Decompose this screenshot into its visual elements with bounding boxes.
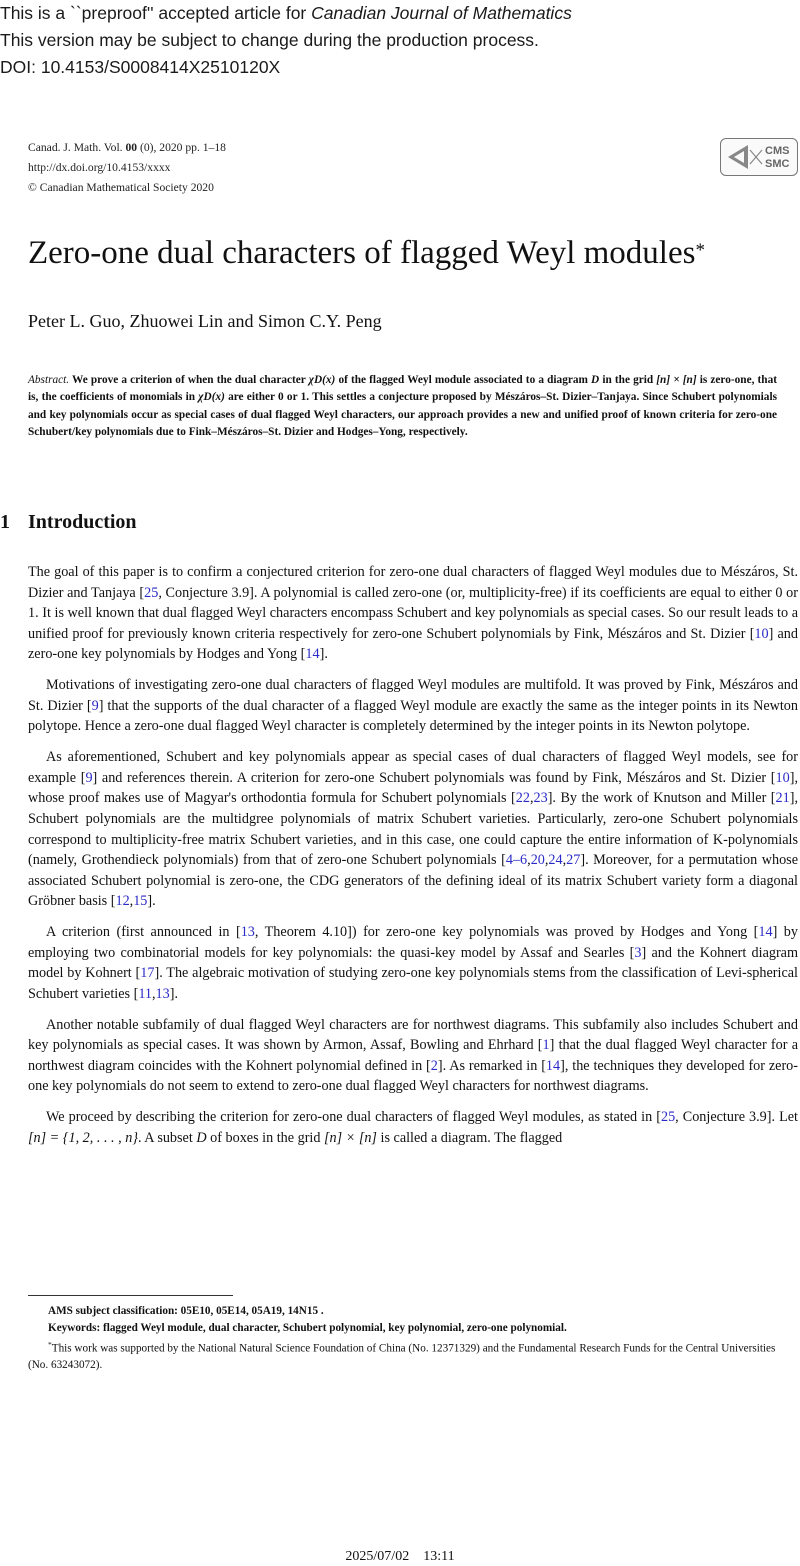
paragraph: The goal of this paper is to confirm a conjectured criterion for zero-one dual characters of flagged Weyl modules due to Mészáros, St. Dizier and Tanjaya [25, Conjecture 3.9]. A polynomial is called zero-one (or, multiplicity-free) if its coefficients are equal to either 0 or 1. It is well known that dual flagged Weyl characters encompass Schubert and key polynomials as special cases. So our result leads to a unified proof for previously known criteria respectively for zero-one Schubert polynomials by Fink, Mészáros and St. Dizier [10] and zero-one key polynomials by Hodges and Yong [14]. [28, 564, 798, 663]
timestamp: 2025/07/02 13:11 [345, 1549, 455, 1564]
citation-link[interactable]: 14 [545, 1057, 561, 1074]
abstract-label: Abstract. [28, 374, 70, 386]
citation-link[interactable]: 20 [530, 852, 545, 869]
abstract: Abstract. We prove a criterion of when the dual character χD(x) of the flagged Weyl module associated to a diagram D in the grid [n] × [n] is zero-one, that is, the coefficients of monomials in χD(x) are either 0 or 1. This settles a conjecture proposed by Mészáros–St. Dizier–Tanjaya. Since Schubert polynomials and key polynomials occur as special cases of dual flagged Weyl characters, our approach provides a new and unified proof of known criteria for zero-one Schubert/key polynomials due to Fink–Mészáros–St. Dizier and Hodges–Yong, respectively. [28, 374, 777, 438]
citation-link[interactable]: 13 [240, 924, 255, 941]
section-heading [0, 508, 137, 536]
cms-logo-icon [726, 144, 764, 170]
banner-journal-name: Canadian Journal of Mathematics [311, 3, 572, 23]
citation-link[interactable]: 9 [91, 697, 99, 714]
banner-doi[interactable]: DOI: 10.4153/S0008414X2510120X [0, 57, 281, 77]
journal-citation: Canad. J. Math. Vol. 00 (0), 2020 pp. 1–18 [28, 141, 226, 154]
citation-link[interactable]: 17 [140, 965, 155, 982]
citation-link[interactable]: 2 [430, 1057, 438, 1074]
citation-link[interactable]: 4–6 [505, 852, 528, 869]
math-d: D [591, 374, 600, 386]
citation-link[interactable]: 14 [305, 646, 320, 663]
paper-authors: Peter L. Guo, Zhuowei Lin and Simon C.Y. Peng [28, 311, 382, 331]
paper-title: Zero-one dual characters of flagged Weyl modules* [28, 235, 705, 271]
footnote-ams: AMS subject classification: 05E10, 05E14, 05A19, 14N15 . [48, 1305, 324, 1317]
citation-link[interactable]: 10 [754, 625, 769, 642]
journal-doi-link[interactable]: http://dx.doi.org/10.4153/xxxx [28, 161, 171, 174]
footnote-rule [28, 1295, 233, 1296]
math-d: D [196, 1129, 207, 1146]
body-text [28, 562, 798, 1159]
math-chi-d: χD(x) [198, 391, 225, 404]
banner-line-1: This is a ``preproof'' accepted article for Canadian Journal of Mathematics [0, 3, 572, 23]
paragraph: As aforementioned, Schubert and key polynomials appear as special cases of dual characters of flagged Weyl models, see for example [9] and references therein. A criterion for zero-one Schubert polynomials was found by Fink, Mészáros and St. Dizier [10], whose proof makes use of Magyar's orthodontia formula for Schubert polynomials [22,23]. By the work of Knutson and Miller [21], Schubert polynomials are the multidgree polynomials of matrix Schubert varieties. Particularly, zero-one Schubert polynomials correspond to multiplicity-free matrix Schubert varieties, and in this case, one could capture the entire information of K-polynomials (namely, Grothendieck polynomials) from that of zero-one Schubert polynomials [4–6,20,24,27]. Moreover, for a permutation whose associated Schubert polynomial is zero-one, the CDG generators of the defining ideal of its matrix Schubert variety form a diagonal Gröbner basis [12,15]. [28, 749, 798, 910]
citation-link[interactable]: 9 [85, 769, 93, 786]
citation-link[interactable]: 14 [758, 924, 773, 941]
citation-link[interactable]: 21 [775, 790, 790, 807]
math-grid: [n] × [n] [324, 1129, 377, 1146]
math-grid: [n] × [n] [656, 374, 697, 386]
footnote-funding: *This work was supported by the National Natural Science Foundation of China (No. 12371329) and the Fundamental Research Funds for the Central Universities (No. 63243072). [28, 1339, 776, 1372]
citation-link[interactable]: 22 [515, 790, 530, 807]
paragraph: We proceed by describing the criterion for zero-one dual characters of flagged Weyl modules, as stated in [25, Conjecture 3.9]. Let [n] = {1, 2, . . . , n}. A subset D of boxes in the grid [n] × [n] is called a diagram. The flagged [28, 1109, 798, 1146]
citation-link[interactable]: 10 [775, 769, 790, 786]
journal-copyright: © Canadian Mathematical Society 2020 [28, 181, 214, 194]
footnotes [28, 1303, 798, 1374]
section-title: Introduction [28, 511, 137, 533]
journal-info [28, 138, 226, 198]
banner-line-2: This version may be subject to change during the production process. [0, 30, 539, 50]
math-chi-d: χD(x) [308, 374, 336, 386]
citation-link[interactable]: 13 [155, 985, 170, 1002]
citation-link[interactable]: 3 [634, 944, 642, 961]
citation-link[interactable]: 25 [660, 1109, 676, 1126]
paragraph: A criterion (first announced in [13, Theorem 4.10]) for zero-one key polynomials was proved by Hodges and Yong [14] by employing two combinatorial models for key polynomials: the quasi-key model by Assaf and Searles [3] and the Kohnert diagram model by Kohnert [17]. The algebraic motivation of studying zero-one key polynomials stems from the classification of Levi-spherical Schubert varieties [11,13]. [28, 924, 799, 1002]
citation-link[interactable]: 15 [133, 893, 148, 910]
citation-link[interactable]: 25 [144, 584, 159, 601]
citation-link[interactable]: 11 [138, 985, 152, 1002]
math-set-n: [n] = {1, 2, . . . , n} [28, 1129, 138, 1146]
preproof-banner [0, 0, 800, 81]
citation-link[interactable]: 1 [542, 1037, 550, 1054]
title-footnote-mark: * [695, 240, 705, 261]
citation-link[interactable]: 27 [566, 852, 581, 869]
paragraph: Another notable subfamily of dual flagged Weyl characters are for northwest diagrams. This subfamily also includes Schubert and key polynomials as special cases. It was shown by Armon, Assaf, Bowling and Ehrhard [1] that the dual flagged Weyl character for a northwest diagram coincides with the Kohnert polynomial defined in [2]. As remarked in [14], the techniques they developed for zero-one key polynomials do not seem to extend to zero-one dual flagged Weyl characters for northwest diagrams. [28, 1016, 798, 1095]
section-number: 1 [0, 511, 10, 533]
citation-link[interactable]: 23 [533, 790, 548, 807]
logo-text-cms: CMS [765, 145, 790, 157]
citation-link[interactable]: 12 [115, 893, 130, 910]
logo-text-smc: SMC [765, 158, 790, 170]
footnote-keywords: Keywords: flagged Weyl module, dual character, Schubert polynomial, key polynomial, zero-one polynomial. [48, 1321, 567, 1334]
paragraph: Motivations of investigating zero-one dual characters of flagged Weyl modules are multifold. It was proved by Fink, Mészáros and St. Dizier [9] that the supports of the dual character of a flagged Weyl module are exactly the same as the integer points in its Newton polytope. Hence a zero-one dual flagged Weyl character is completely determined by the integer points in its Newton polytope. [28, 677, 798, 735]
citation-link[interactable]: 24 [548, 852, 563, 869]
cms-smc-logo [720, 138, 798, 176]
